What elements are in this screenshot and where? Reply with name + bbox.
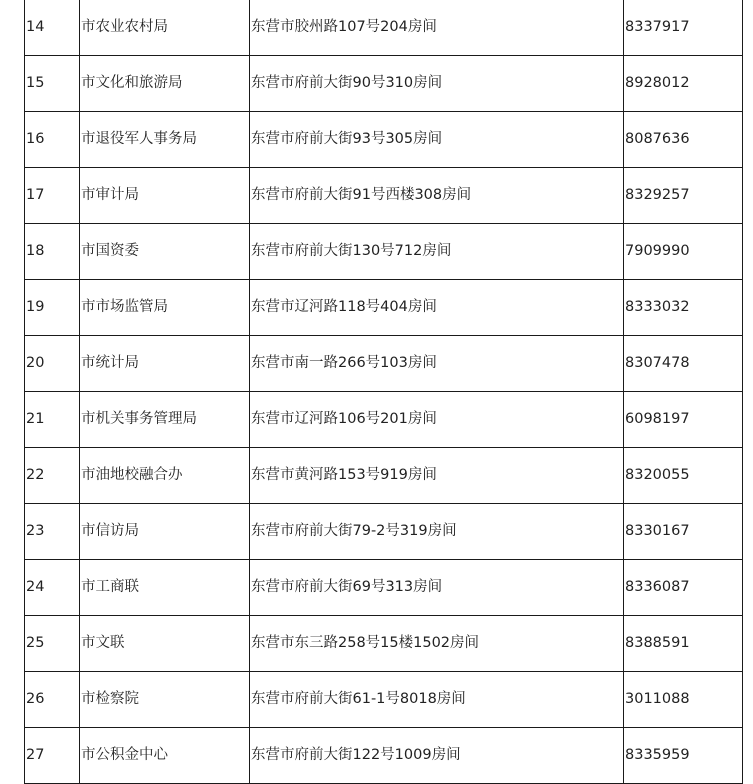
table-row: [25, 0, 743, 56]
office-address: 东营市东三路258号15楼1502房间: [250, 616, 624, 672]
row-number: 26: [25, 672, 80, 728]
row-number: 17: [25, 168, 80, 224]
office-address: 东营市黄河路153号919房间: [250, 448, 624, 504]
phone-number: 7909990: [624, 224, 743, 280]
department-name: 市农业农村局: [80, 0, 250, 56]
phone-number: 8388591: [624, 616, 743, 672]
row-number: 23: [25, 504, 80, 560]
department-name: 市统计局: [80, 336, 250, 392]
row-number: 21: [25, 392, 80, 448]
office-address: 东营市府前大街91号西楼308房间: [250, 168, 624, 224]
row-number: 16: [25, 112, 80, 168]
table-row: [25, 56, 743, 112]
office-address: 东营市辽河路118号404房间: [250, 280, 624, 336]
phone-number: 8928012: [624, 56, 743, 112]
department-name: 市退役军人事务局: [80, 112, 250, 168]
department-name: 市市场监管局: [80, 280, 250, 336]
phone-number: 8307478: [624, 336, 743, 392]
phone-number: 8336087: [624, 560, 743, 616]
department-name: 市国资委: [80, 224, 250, 280]
table-row: [25, 280, 743, 336]
row-number: 20: [25, 336, 80, 392]
phone-number: 8335959: [624, 728, 743, 784]
row-number: 25: [25, 616, 80, 672]
contact-table: [24, 0, 743, 784]
row-number: 27: [25, 728, 80, 784]
department-name: 市油地校融合办: [80, 448, 250, 504]
department-name: 市检察院: [80, 672, 250, 728]
phone-number: 3011088: [624, 672, 743, 728]
office-address: 东营市府前大街69号313房间: [250, 560, 624, 616]
department-name: 市工商联: [80, 560, 250, 616]
office-address: 东营市府前大街93号305房间: [250, 112, 624, 168]
table-row: [25, 224, 743, 280]
phone-number: 8333032: [624, 280, 743, 336]
row-number: 24: [25, 560, 80, 616]
table-row: [25, 728, 743, 784]
table-row: [25, 336, 743, 392]
phone-number: 8337917: [624, 0, 743, 56]
table-row: [25, 560, 743, 616]
office-address: 东营市府前大街61-1号8018房间: [250, 672, 624, 728]
row-number: 14: [25, 0, 80, 56]
office-address: 东营市府前大街90号310房间: [250, 56, 624, 112]
department-name: 市审计局: [80, 168, 250, 224]
table-row: [25, 112, 743, 168]
department-name: 市机关事务管理局: [80, 392, 250, 448]
row-number: 15: [25, 56, 80, 112]
row-number: 18: [25, 224, 80, 280]
office-address: 东营市胶州路107号204房间: [250, 0, 624, 56]
table-row: [25, 392, 743, 448]
contact-table-container: [24, 0, 743, 784]
table-row: [25, 448, 743, 504]
department-name: 市信访局: [80, 504, 250, 560]
table-row: [25, 616, 743, 672]
phone-number: 8087636: [624, 112, 743, 168]
office-address: 东营市府前大街130号712房间: [250, 224, 624, 280]
office-address: 东营市辽河路106号201房间: [250, 392, 624, 448]
phone-number: 8320055: [624, 448, 743, 504]
phone-number: 8330167: [624, 504, 743, 560]
department-name: 市公积金中心: [80, 728, 250, 784]
office-address: 东营市府前大街79-2号319房间: [250, 504, 624, 560]
phone-number: 6098197: [624, 392, 743, 448]
office-address: 东营市府前大街122号1009房间: [250, 728, 624, 784]
table-row: [25, 504, 743, 560]
row-number: 22: [25, 448, 80, 504]
department-name: 市文联: [80, 616, 250, 672]
table-row: [25, 672, 743, 728]
table-row: [25, 168, 743, 224]
phone-number: 8329257: [624, 168, 743, 224]
row-number: 19: [25, 280, 80, 336]
department-name: 市文化和旅游局: [80, 56, 250, 112]
office-address: 东营市南一路266号103房间: [250, 336, 624, 392]
